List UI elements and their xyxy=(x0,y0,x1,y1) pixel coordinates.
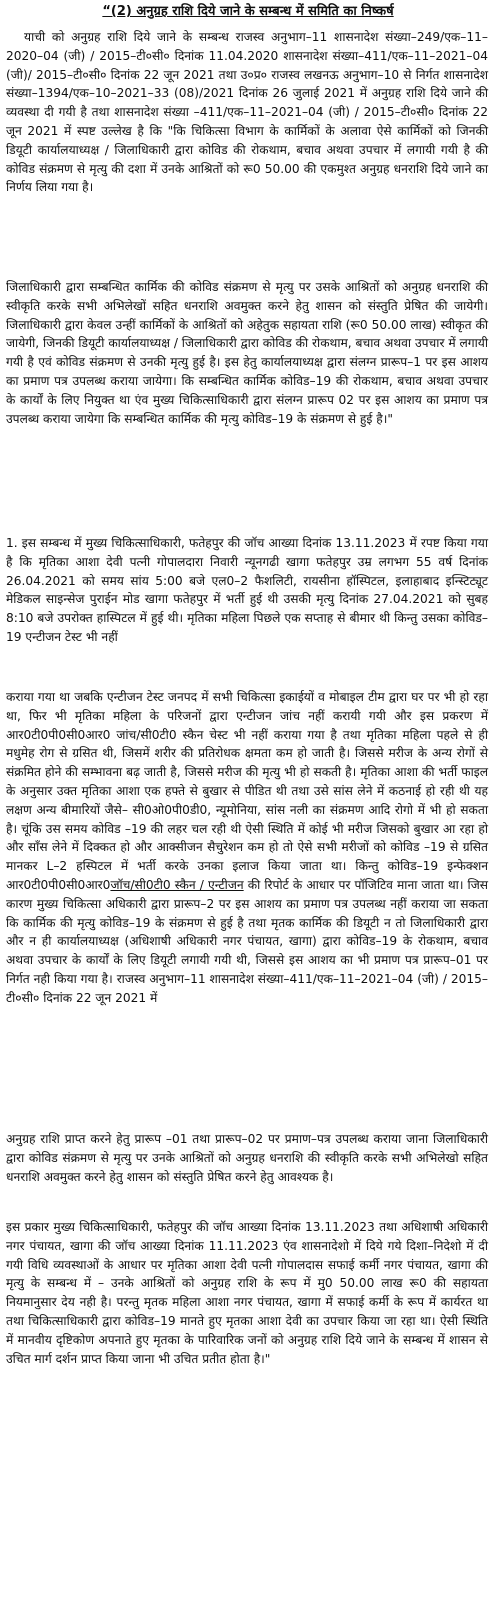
paragraph-cmo-report: 1. इस सम्बन्ध में मुख्य चिकित्साधिकारी, फतेहपुर की जॉच आख्या दिनांक 13.11.2023 में रपष्ट किया गया है कि मृतिका आशा देवी पत्नी गोपालदारा निवारी न्यूनगढी खागा फतेहपुर उम्र लगभग 55 वर्ष दिनांक 26.04.2021 को समय सांय 5:00 बजे एल0–2 फैशलिटी, रायसीना हॉस्पिटल, इलाहाबाद इन्स्टिट्यूट मेडिकल साइन्सेज पुराईन मोड खागा फतेहपुर में भर्ती हुई थी उसकी मृत्यु दिनांक 27.04.2021 को सुबह 8:10 बजे उपरोक्त हास्पिटल में हुई थी। मृतिका महिला पिछले एक सप्ताह से बीमार थी किन्तु उसका कोविड–19 एन्टीजन टेस्ट भी नहीं xyxy=(6,536,488,644)
section-heading: “(2) अनुग्रह राशि दिये जाने के सम्बन्ध में समिति का निष्कर्ष xyxy=(102,4,394,19)
paragraph-dm-procedure: जिलाधिकारी द्वारा सम्बन्धित कार्मिक की कोविड संक्रमण से मृत्यु पर उसके आश्रितों को अनुग्रह धनराशि की स्वीकृति करके सभी अभिलेखों सहित धनराशि अवमुक्त करने हेतु शासन को संस्तुति प्रेषित की जायेगी। जिलाधिकारी द्वारा केवल उन्हीं कार्मिकों के आश्रितों को अहेतुक सहायता राशि (रू0 50.00 लाख) स्वीकृत की जायेगी, जिनकी डियूटी कार्यालयाध्यक्ष / जिलाधिकारी द्वारा कोविड की रोकथाम, बचाव अथवा उपचार में लगायी गयी है एवं कोविड संक्रमण से उनकी मृत्यु हुई है। इस हेतु कार्यालयाध्यक्ष द्वारा संलग्न प्रारूप–1 पर इस आशय का प्रमाण पत्र उपलब्ध कराया जायेगा। कि सम्बन्धित कार्मिक कोविड–19 की रोकथाम, बचाव अथवा उपचार के कार्यों के लिए नियुक्त था एंव मुख्य चिकित्साधिकारी द्वारा संलग्न प्रारूप 02 पर इस आशय का प्रमाण पत्र उपलब्ध कराया जायेगा कि सम्बन्धित कार्मिक की मृत्यु कोविड–19 के संक्रमण से हुई है।" xyxy=(6,280,488,426)
paragraph-test-details xyxy=(6,688,488,1008)
underlined-test-names: जॉच/सी0टी0 स्कैन / एन्टीजन xyxy=(110,877,244,892)
paragraph-ex-gratia-provisions: याची को अनुग्रह राशि दिये जाने के सम्बन्ध राजस्व अनुभाग–11 शासनादेश संख्या–249/एक–11–2020–04 (जी) / 2015–टी०सी० दिनांक 11.04.2020 शासनादेश संख्या–411/एक–11–2021–04 (जी)/ 2015–टी०सी० दिनांक 22 जून 2021 तथा उ०प्र० राजस्व लखनऊ अनुभाग–10 से निर्गत शासनादेश संख्या–1394/एक–10–2021–33 (08)/2021 दिनांक 26 जुलाई 2021 में अनुग्रह राशि दिये जाने की व्यवस्था दी गयी है तथा शासनादेश संख्या –411/एक–11–2021–04 (जी) / 2015–टी०सी० दिनांक 22 जून 2021 में स्पष्ट उल्लेख है कि "कि चिकित्सा विभाग के कार्मिकों के अलावा ऐसे कार्मिकों को जिनकी डियूटी कार्यालयाध्यक्ष / जिलाधिकारी द्वारा कोविड की रोकथाम, बचाव अथवा उपचार में लगायी गयी है की कोविड संक्रमण से मृत्यु की दशा में उनके आश्रितों को रू0 50.00 की एकमुश्त अनुग्रह धनराशि दिये जाने का निर्णय लिया गया है। xyxy=(6,30,488,195)
paragraph-conclusion: इस प्रकार मुख्य चिकित्साधिकारी, फतेहपुर की जॉच आख्या दिनांक 13.11.2023 तथा अधिशाषी अधिकारी नगर पंचायत, खागा की जॉच आख्या दिनांक 11.11.2023 एंव शासनादेशो में दिये गये दिशा–निदेशो में दी गयी विधि व्यवस्थाओं के आधार पर मृतिका आशा देवी पत्नी गोपालदास सफाई कर्मी नगर पंचायत, खागा की मृत्यु के सम्बन्ध में – उनके आश्रितों को अनुग्रह राशि के रूप में मु0 50.00 लाख रू0 की सहायता नियमानुसार देय नही है। परन्तु मृतक महिला आशा नगर पंचायत, खागा में सफाई कर्मी के रूप में कार्यरत था तथा चिकित्साधिकारी द्वारा कोविड–19 मानते हुए मृतका आशा देवी का उपचार किया जा रहा था। ऐसी स्थिति में मानवीय दृष्टिकोण अपनाते हुए मृतका के पारिवारिक जनों को अनुग्रह राशि दिये जाने के सम्बन्ध में शासन से उचित मार्ग दर्शन प्राप्त किया जाना भी उचित प्रतीत होता है।" xyxy=(6,1220,488,1366)
paragraph-test-details-part1: कराया गया था जबकि एन्टीजन टेस्ट जनपद में सभी चिकित्सा इकाईयों व मोबाइल टीम द्वारा घर पर भी हो रहा था, फिर भी मृतिका महिला के परिजनों द्वारा एन्टीजन जांच नहीं करायी गयी और इस प्रकरण में आर0टी0पी0सी0आर0 जांच/सी0टी0 स्कैन चेस्ट भी नहीं कराया गया है तथा मृतिका महिला पहले से ही मधुमेह रोग से ग्रसित थी, जिसमें शरीर की प्रतिरोधक क्षमता कम हो जाती है। जिससे मरीज के अन्य रोगों से संक्रमित होने की सम्भावना बढ़ जाती है, जिससे मरीज की मृत्यु भी हो सकती है। मृतिका आशा की भर्ती फाइल के अनुसार उक्त मृतिका आशा एक हफ्ते से बुखार से पीडित थी तथा उसे सांस लेने में कठनाई हो रही थी यह लक्षण अन्य बीमारियों जैसे– सी0ओ0पी0डी0, न्यूमोनिया, सांस नली का संक्रमण आदि रोगो में भी हो सकता है। चूंकि उस समय कोविड –19 की लहर चल रही थी ऐसी स्थिति में कोई भी मरीज जिसको बुखार आ रहा हो और साँस लेने में दिक्कत हो और आक्सीजन सैचुरेशन कम हो तो ऐसे सभी मरीजों को कोविड –19 से ग्रसित मानकर L–2 हस्पिटल में भर्ती करके उनका इलाज किया जाता था। किन्तु कोविड–19 इन्फेक्शन आर0टी0पी0सी0आर0 xyxy=(6,690,488,892)
paragraph-test-details-part2: की रिपोर्ट के आधार पर पॉजिटिव माना जाता था। जिस कारण मुख्य चिकित्सा अधिकारी द्वारा प्रारूप–2 पर इस आशय का प्रमाण पत्र उपलब्ध नहीं कराया जा सकता कि कार्मिक की मृत्यु कोविड–19 के संक्रमण से हुई है तथा मृतक कार्मिक की डियूटी न तो जिलाधिकारी द्वारा और न ही कार्यालयाध्यक्ष (अधिशाषी अधिकारी नगर पंचायत, खागा) द्वारा कोविड–19 के रोकथाम, बचाव अथवा उपचार के कार्यों के लिए डियूटी लगायी गयी थी, जिससे इस आशय का भी प्रमाण पत्र प्रारूप–01 पर निर्गत नही किया गया है। राजस्व अनुभाग–11 शासनादेश संख्या–411/एक–11–2021–04 (जी) / 2015–टी०सी० दिनांक 22 जून 2021 में xyxy=(6,877,488,1005)
paragraph-forms-requirement: अनुग्रह राशि प्राप्त करने हेतु प्रारूप –01 तथा प्रारूप–02 पर प्रमाण–पत्र उपलब्ध कराया जाना जिलाधिकारी द्वारा कोविड संक्रमण से मृत्यु पर उनके आश्रितों को अनुग्रह धनराशि की स्वीकृति करके सभी अभिलेखो सहित धनराशि अवमुक्त करने हेतु शासन को संस्तुति प्रेषित करने हेतु आवश्यक है। xyxy=(6,1132,488,1184)
